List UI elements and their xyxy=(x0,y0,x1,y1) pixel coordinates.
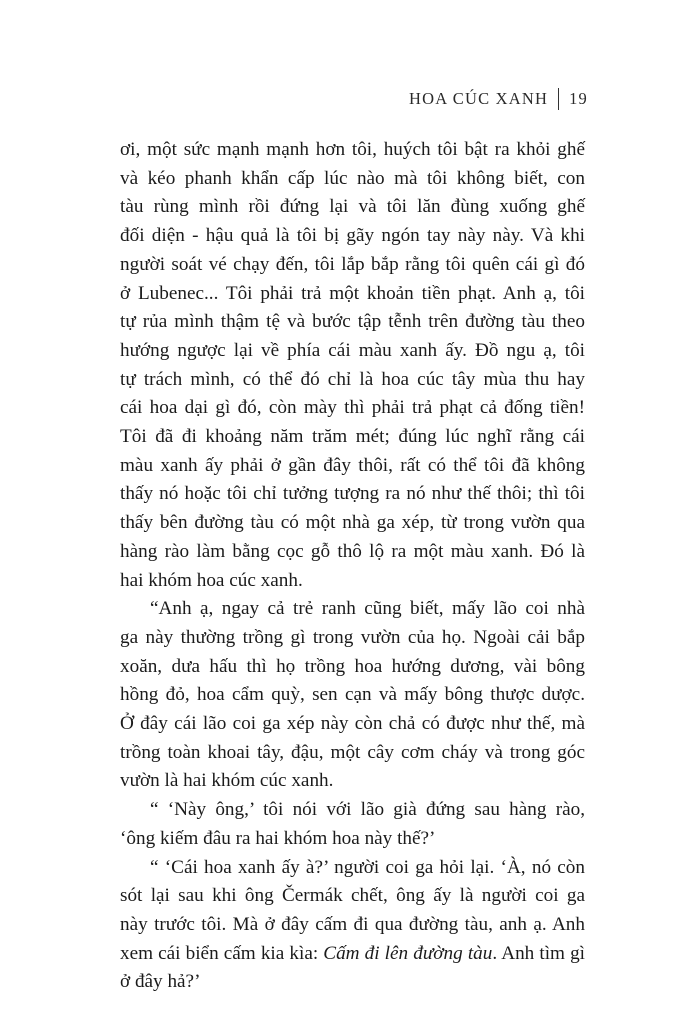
page-number: 19 xyxy=(569,89,588,108)
text-line: xoăn, dưa hấu thì họ trồng hoa hướng dương, vài bông xyxy=(120,655,585,677)
text-line: người soát vé chạy đến, tôi lắp bắp rằng tôi quên cái gì đó xyxy=(120,253,585,275)
text-line: và kéo phanh khẩn cấp lúc nào mà tôi không biết, con xyxy=(120,167,585,189)
chapter-title: HOA CÚC XANH xyxy=(409,89,549,108)
text-span: xem cái biển cấm kia kìa: xyxy=(120,942,324,964)
sign-text-italic: Cấm đi lên đường tàu xyxy=(323,942,493,964)
text-line: ở Lubenec... Tôi phải trả một khoản tiền phạt. Anh ạ, tôi xyxy=(120,282,585,304)
text-line: này trước tôi. Mà ở đây cấm đi qua đường tàu, anh ạ. Anh xyxy=(120,913,585,935)
text-line: ơi, một sức mạnh mạnh hơn tôi, huých tôi bật ra khỏi ghế xyxy=(120,139,585,160)
text-line: tự trách mình, có thể đó chỉ là hoa cúc tây mùa thu hay xyxy=(120,368,585,390)
header-divider xyxy=(558,88,559,110)
text-line: Ở đây cái lão coi ga xép này còn chả có được như thế, mà xyxy=(120,713,585,735)
text-line: đối diện - hậu quả là tôi bị gãy ngón tay này này. Và khi xyxy=(120,225,585,247)
text-line: ga này thường trồng gì trong vườn của họ. Ngoài cải bắp xyxy=(120,626,585,648)
text-line: hàng rào làm bằng cọc gỗ thô lộ ra một màu xanh. Đó là xyxy=(120,540,585,562)
text-line xyxy=(120,940,585,969)
text-line: “ ‘Này ông,’ tôi nói với lão già đứng sau hàng rào, xyxy=(150,799,585,821)
text-line: ở đây hả?’ xyxy=(120,971,201,993)
running-header xyxy=(409,88,588,110)
text-line: hướng ngược lại về phía cái màu xanh ấy. Đồ ngu ạ, tôi xyxy=(120,339,585,361)
text-line: sót lại sau khi ông Čermák chết, ông ấy là người coi ga xyxy=(120,885,585,907)
text-line: hồng đỏ, hoa cẩm quỳ, sen cạn và mấy bông thược dược. xyxy=(120,684,585,706)
text-line: tàu rùng mình rồi đứng lại và tôi lăn đùng xuống ghế xyxy=(120,196,585,218)
text-line: tự rủa mình thậm tệ và bước tập tễnh trên đường tàu theo xyxy=(120,311,585,333)
text-line: trồng toàn khoai tây, đậu, một cây cơm cháy và trong góc xyxy=(120,741,585,763)
body-text xyxy=(120,136,585,997)
text-line: thấy nó hoặc tôi chỉ tưởng tượng ra nó như thế thôi; thì tôi xyxy=(120,483,585,505)
text-line: Tôi đã đi khoảng năm trăm mét; đúng lúc nghĩ rằng cái xyxy=(120,426,585,448)
text-span: . Anh tìm gì xyxy=(492,942,585,964)
text-line: “Anh ạ, ngay cả trẻ ranh cũng biết, mấy lão coi nhà xyxy=(150,598,585,620)
text-line: “ ‘Cái hoa xanh ấy à?’ người coi ga hỏi lại. ‘À, nó còn xyxy=(150,856,585,878)
text-line: màu xanh ấy phải ở gần đây thôi, rất có thể tôi đã không xyxy=(120,454,585,476)
text-line: thấy bên đường tàu có một nhà ga xép, từ trong vườn qua xyxy=(120,512,585,534)
text-line: ‘ông kiếm đâu ra hai khóm hoa này thế?’ xyxy=(120,827,436,849)
text-line: hai khóm hoa cúc xanh. xyxy=(120,569,303,591)
text-line: vườn là hai khóm cúc xanh. xyxy=(120,770,334,792)
text-line: cái hoa dại gì đó, còn mày thì phải trả phạt cả đống tiền! xyxy=(120,397,585,419)
